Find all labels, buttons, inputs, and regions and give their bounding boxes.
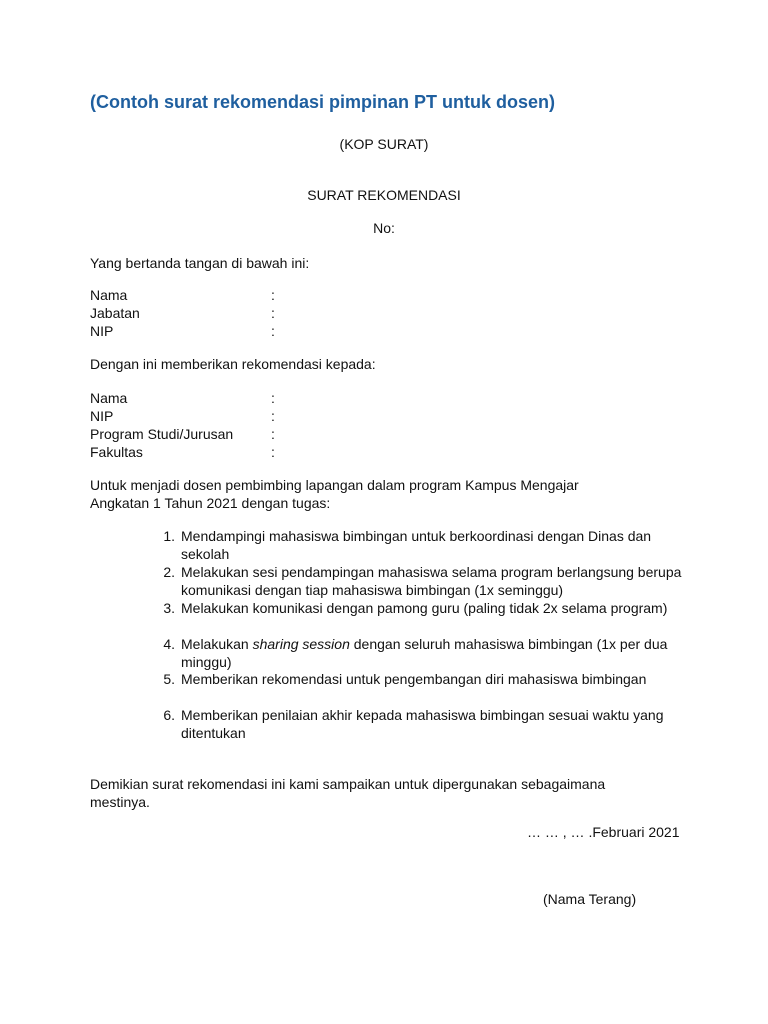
signer-field-nama bbox=[90, 286, 390, 304]
field-label: Nama bbox=[90, 390, 128, 406]
task-number: 2. bbox=[163, 564, 175, 580]
closing-line-1: Demikian surat rekomendasi ini kami sampaikan untuk dipergunakan sebagaimana bbox=[90, 776, 606, 792]
field-colon: : bbox=[271, 426, 275, 442]
task-text: Memberikan rekomendasi untuk pengembangan diri mahasiswa bimbingan bbox=[181, 671, 647, 687]
recommend-intro: Dengan ini memberikan rekomendasi kepada: bbox=[90, 356, 376, 372]
recipient-field-nip bbox=[90, 407, 390, 425]
field-label: NIP bbox=[90, 408, 114, 424]
task-number: 1. bbox=[163, 528, 175, 544]
page-title: (Contoh surat rekomendasi pimpinan PT untuk dosen) bbox=[90, 92, 556, 112]
task-number: 6. bbox=[163, 707, 175, 723]
task-text: Mendampingi mahasiswa bimbingan untuk berkoordinasi dengan Dinas dan sekolah bbox=[181, 528, 652, 562]
task-text bbox=[181, 635, 691, 671]
purpose-line-1: Untuk menjadi dosen pembimbing lapangan dalam program Kampus Mengajar bbox=[90, 477, 579, 493]
field-label: NIP bbox=[90, 323, 114, 339]
task-text: Melakukan komunikasi dengan pamong guru (paling tidak 2x selama program) bbox=[181, 600, 668, 616]
signature-name: (Nama Terang) bbox=[543, 891, 637, 907]
field-label: Nama bbox=[90, 287, 128, 303]
task-number: 3. bbox=[163, 600, 175, 616]
task-number: 5. bbox=[163, 671, 175, 687]
field-label: Program Studi/Jurusan bbox=[90, 426, 234, 442]
field-colon: : bbox=[271, 390, 275, 406]
task-text: Memberikan penilaian akhir kepada mahasiswa bimbingan sesuai waktu yang ditentukan bbox=[181, 707, 664, 741]
field-label: Fakultas bbox=[90, 444, 143, 460]
recipient-field-nama bbox=[90, 389, 390, 407]
purpose-line-2: Angkatan 1 Tahun 2021 dengan tugas: bbox=[90, 495, 331, 511]
letter-heading: SURAT REKOMENDASI bbox=[307, 187, 461, 203]
recipient-field-fakultas bbox=[90, 443, 390, 461]
field-colon: : bbox=[271, 287, 275, 303]
field-colon: : bbox=[271, 444, 275, 460]
signer-intro: Yang bertanda tangan di bawah ini: bbox=[90, 255, 310, 271]
signer-field-jabatan bbox=[90, 304, 390, 322]
letterhead-placeholder: (KOP SURAT) bbox=[339, 136, 429, 152]
task-text-italic: sharing session bbox=[252, 636, 350, 652]
task-text: Melakukan sesi pendampingan mahasiswa selama program berlangsung berupa komunikasi dengan tiap mahasiswa bimbingan (1x seminggu) bbox=[181, 564, 682, 598]
task-number: 4. bbox=[163, 636, 175, 652]
signer-field-nip bbox=[90, 322, 390, 340]
field-colon: : bbox=[271, 305, 275, 321]
letter-date: … … , … .Februari 2021 bbox=[527, 824, 680, 840]
closing-line-2: mestinya. bbox=[90, 794, 150, 810]
task-text-post: dengan seluruh mahasiswa bimbingan (1x per dua minggu) bbox=[181, 636, 668, 670]
field-colon: : bbox=[271, 408, 275, 424]
field-label: Jabatan bbox=[90, 305, 140, 321]
task-text-pre: Melakukan bbox=[181, 636, 253, 652]
recipient-field-prodi bbox=[90, 425, 390, 443]
letter-number: No: bbox=[373, 220, 395, 236]
field-colon: : bbox=[271, 323, 275, 339]
